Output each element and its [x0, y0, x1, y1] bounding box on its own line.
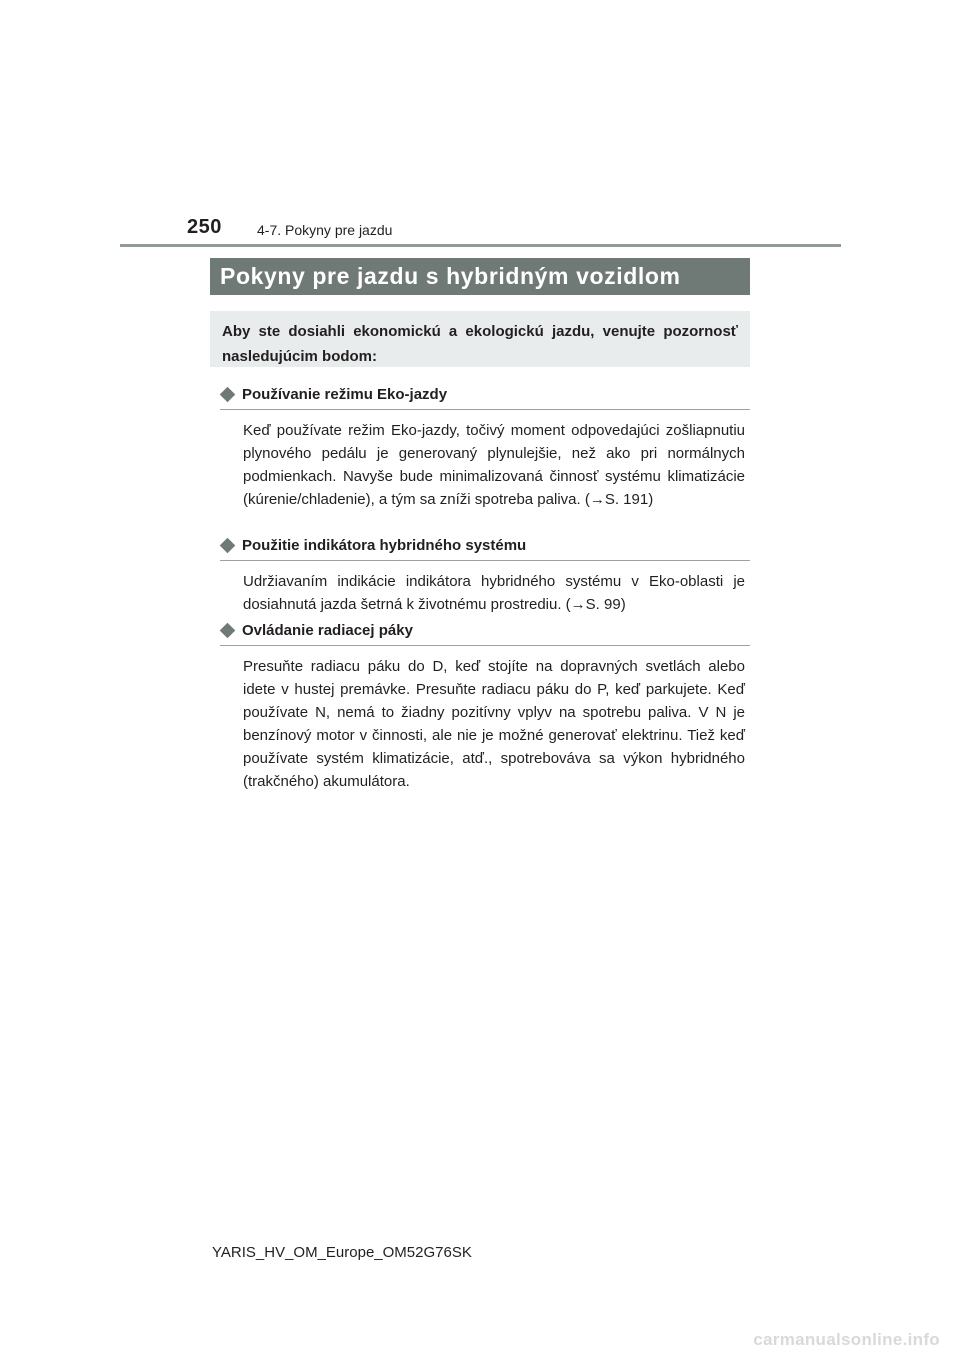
diamond-bullet-icon	[220, 537, 236, 553]
section-reference: 4-7. Pokyny pre jazdu	[257, 222, 393, 238]
intro-text: Aby ste dosiahli ekonomickú a ekologickú jazdu, venujte pozornosť nasledujúcim bodom:	[222, 323, 738, 365]
page-title: Pokyny pre jazdu s hybridným vozidlom	[210, 258, 750, 295]
item-shift-lever	[220, 618, 750, 793]
item-body: Keď používate režim Eko-jazdy, točivý moment odpovedajúci zošliapnutiu plynového pedálu je generovaný plynulejšie, než ako pri normálnych podmienkach. Navyše bude minimalizovaná činnosť systému klimatizácie (kúrenie/chladenie), a tým sa zníži spotreba paliva. (→S. 191)	[243, 422, 745, 508]
diamond-bullet-icon	[220, 386, 236, 402]
item-divider	[220, 645, 750, 646]
item-heading	[220, 533, 750, 557]
document-code-footer: YARIS_HV_OM_Europe_OM52G76SK	[212, 1244, 472, 1261]
intro-box	[210, 311, 750, 367]
header-divider	[120, 244, 841, 247]
diamond-bullet-icon	[220, 622, 236, 638]
item-heading	[220, 618, 750, 642]
item-heading	[220, 382, 750, 406]
item-body: Udržiavaním indikácie indikátora hybridného systému v Eko-oblasti je dosiahnutá jazda šetrná k životnému prostrediu. (→S. 99)	[243, 573, 745, 613]
item-hybrid-indicator	[220, 533, 750, 616]
item-eco-mode	[220, 382, 750, 511]
page-number: 250	[187, 216, 222, 238]
item-body: Presuňte radiacu páku do D, keď stojíte na dopravných svetlách alebo idete v hustej premávke. Presuňte radiacu páku do P, keď parkujete. Keď používate N, nemá to žiadny pozitívny vplyv na spotrebu paliva. V N je benzínový motor v činnosti, ale nie je možné generovať elektrinu. Tiež keď používate systém klimatizácie, atď., spotrebováva sa výkon hybridného (trakčného) akumulátora.	[243, 658, 745, 790]
item-heading-text: Používanie režimu Eko-jazdy	[242, 385, 448, 403]
item-divider	[220, 560, 750, 561]
watermark: carmanualsonline.info	[753, 1330, 940, 1349]
item-heading-text: Použitie indikátora hybridného systému	[242, 536, 527, 554]
item-heading-text: Ovládanie radiacej páky	[242, 621, 413, 639]
item-divider	[220, 409, 750, 410]
